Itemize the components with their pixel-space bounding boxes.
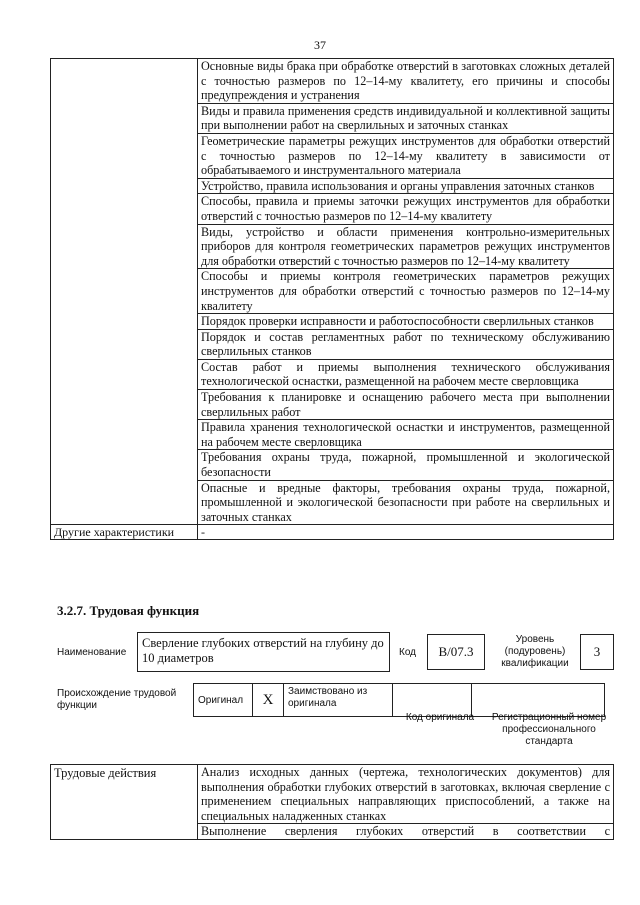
knowledge-item: Виды и правила применения средств индивидуальной и коллективной защиты при выполнении работ на сверлильных и заточных станках [198,103,614,133]
name-label: Наименование [57,647,127,658]
knowledge-item: Способы и приемы контроля геометрических параметров режущих инструментов для обработки отверстий с точностью размеров по 12–14-му квалитету [198,269,614,314]
table-row [51,59,614,104]
knowledge-label-cell [51,59,198,525]
knowledge-item: Устройство, правила использования и органы управления заточных станков [198,178,614,194]
original-label: Оригинал [194,684,253,717]
knowledge-item: Состав работ и приемы выполнения технического обслуживания технологической оснастки, размещенной на рабочем месте сверловщика [198,359,614,389]
knowledge-item: Требования к планировке и оснащению рабочего места при выполнении сверлильных работ [198,390,614,420]
knowledge-item: Геометрические параметры режущих инструментов для обработки отверстий с точностью размеров по 12–14-му квалитету в зависимости от обрабатываемого и инструментального материала [198,133,614,178]
table-row [51,525,614,540]
knowledge-table [50,58,614,540]
actions-table [50,764,614,840]
knowledge-item: Способы, правила и приемы заточки режущих инструментов для обработки отверстий с точностью размеров по 12–14-му квалитету [198,194,614,224]
knowledge-item: Виды, устройство и области применения контрольно-измерительных приборов для контроля геометрических параметров режущих инструментов для обработки отверстий с точностью размеров по 12–14-му квалитету [198,224,614,269]
reg-number-caption: Регистрационный номер профессионального стандарта [491,712,607,747]
actions-label: Трудовые действия [51,765,198,840]
level-label: Уровень (подуровень) квалификации [501,634,569,669]
borrowed-label: Заимствовано из оригинала [284,684,393,717]
knowledge-item: Опасные и вредные факторы, требования охраны труда, пожарной, промышленной и экологической безопасности при работе на сверлильных и заточных станках [198,480,614,525]
origin-code-caption: Код оригинала [405,712,475,723]
knowledge-item: Порядок и состав регламентных работ по техническому обслуживанию сверлильных станков [198,329,614,359]
action-item: Выполнение сверления глубоких отверстий в соответствии с [198,824,614,840]
origin-label: Происхождение трудовой функции [57,688,177,711]
other-characteristics-label: Другие характеристики [51,525,198,540]
qualification-level-field: 3 [580,634,614,670]
knowledge-item: Порядок проверки исправности и работоспособности сверлильных станков [198,314,614,330]
section-heading: 3.2.7. Трудовая функция [57,603,200,618]
table-row [51,765,614,824]
function-code-field: B/07.3 [427,634,485,670]
knowledge-item: Основные виды брака при обработке отверстий в заготовках сложных деталей с точностью размеров по 12–14-му квалитету, его причины и способы предупреждения и устранения [198,59,614,104]
action-item: Анализ исходных данных (чертежа, технологических документов) для выполнения обработки глубоких отверстий в заготовках, включая сверление с применением специальных направляющих приспособлений, а также на специальных наладженных станках [198,765,614,824]
original-mark: X [253,684,284,717]
page-number: 37 [314,38,326,52]
other-characteristics-value: - [198,525,614,540]
knowledge-item: Правила хранения технологической оснастки и инструментов, размещенной на рабочем месте сверловщика [198,420,614,450]
knowledge-item: Требования охраны труда, пожарной, промышленной и экологической безопасности [198,450,614,480]
function-name-field: Сверление глубоких отверстий на глубину до 10 диаметров [137,632,390,672]
code-label: Код [399,647,417,658]
